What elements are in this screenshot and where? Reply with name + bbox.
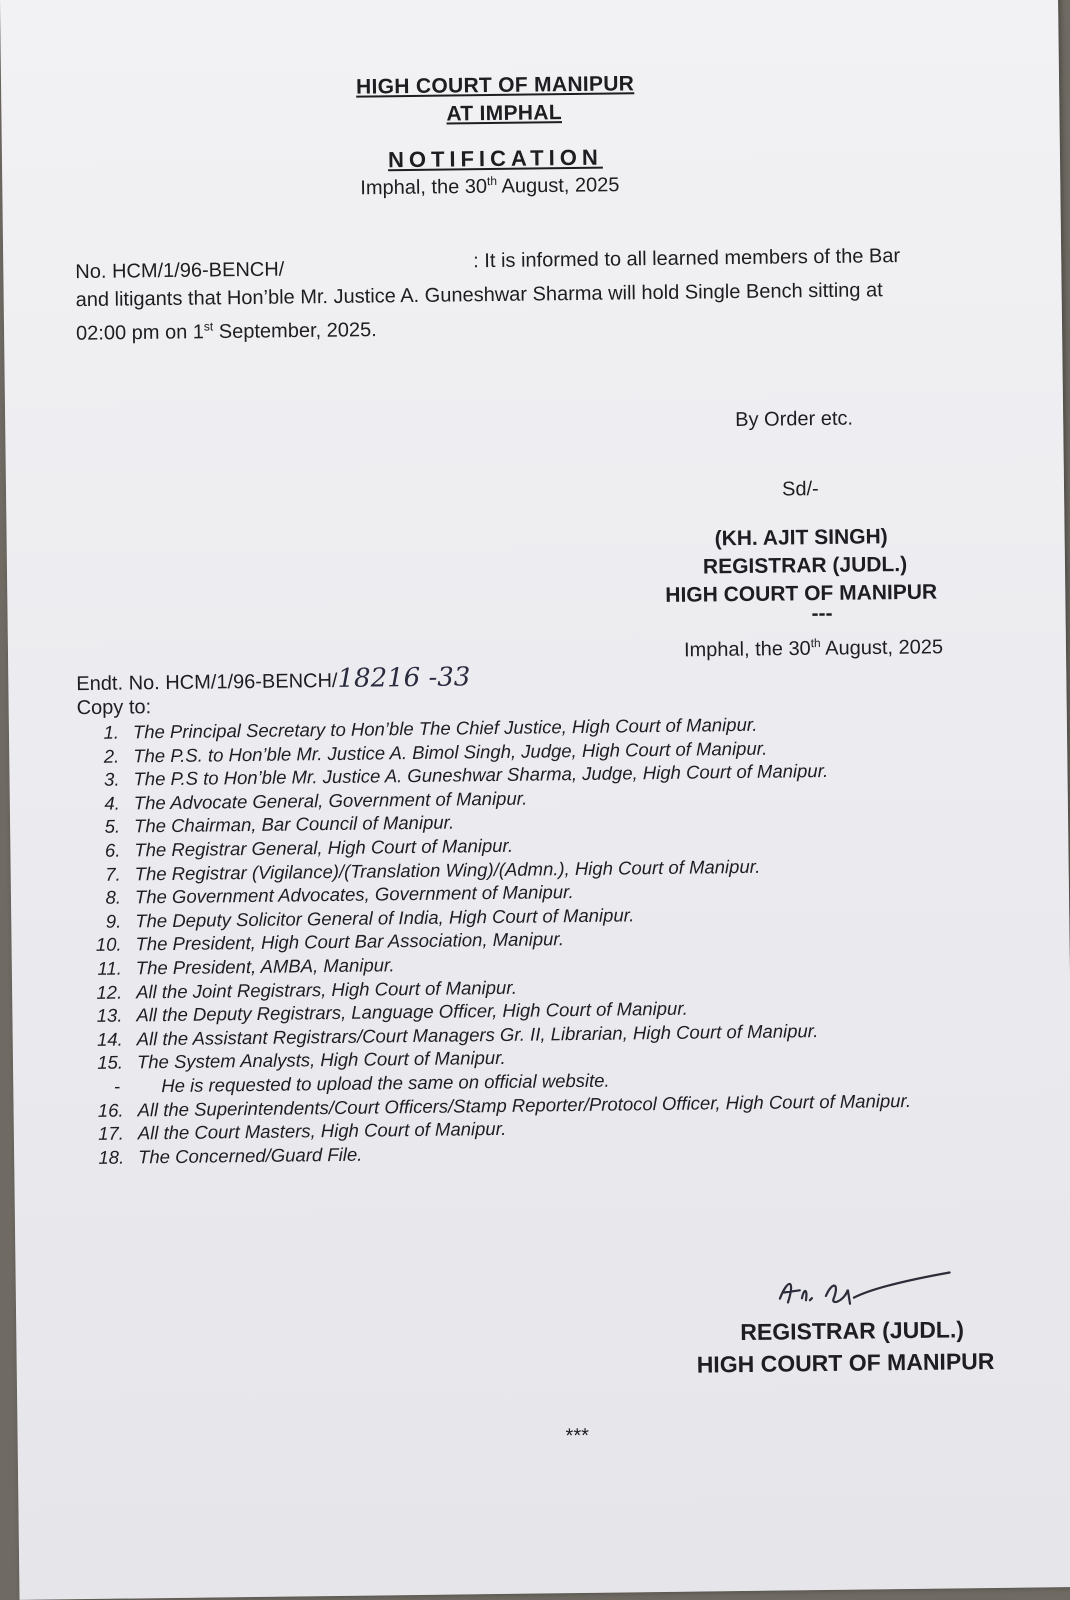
- footer-designation: REGISTRAR (JUDL.): [740, 1316, 965, 1346]
- copy-list-text: The Registrar General, High Court of Manipur.: [134, 834, 514, 861]
- notification-date: [360, 172, 619, 200]
- copy-list-text: The Deputy Solicitor General of India, High Court of Manipur.: [135, 904, 635, 932]
- copy-list-text: The President, High Court Bar Association, Manipur.: [135, 928, 565, 955]
- copy-list-number: 11.: [97, 957, 122, 979]
- copy-list-number: 5.: [104, 815, 121, 838]
- end-mark: ***: [565, 1424, 590, 1448]
- copy-list-number: 18.: [98, 1146, 125, 1168]
- copy-list-number: 13.: [96, 1004, 123, 1027]
- copy-list-text: The President, AMBA, Manipur.: [135, 954, 395, 979]
- by-order-text: By Order etc.: [735, 407, 854, 432]
- copy-list-text: The Chairman, Bar Council of Manipur.: [133, 811, 455, 837]
- copy-list-number: 7.: [105, 863, 121, 885]
- separator: ---: [811, 601, 833, 626]
- handwritten-signature-icon: [774, 1266, 955, 1318]
- date-text: Imphal, the 30: [360, 175, 488, 200]
- copy-list-number: 9.: [105, 910, 122, 932]
- notice-line-3-text: 02:00 pm on 1: [75, 321, 205, 345]
- copy-list-text: All the Deputy Registrars, Language Officer, High Court of Manipur.: [136, 997, 689, 1026]
- handwritten-number: 18216 -33: [337, 662, 471, 694]
- endorsement-date-rest: August, 2025: [820, 636, 944, 660]
- copy-list: [83, 711, 912, 1169]
- copy-list-text: All the Superintendents/Court Officers/Stamp Reporter/Protocol Officer, High Court of Manipur.: [137, 1089, 912, 1120]
- copy-list-number: 2.: [103, 745, 120, 767]
- copy-list-text: The System Analysts, High Court of Manipur.: [136, 1047, 506, 1073]
- notice-line-2: and litigants that Hon’ble Mr. Justice A. Guneshwar Sharma will hold Single Bench sitting at: [75, 279, 883, 312]
- notice-line-3-sup: st: [203, 319, 214, 334]
- endorsement-ref: [76, 662, 470, 697]
- copy-list-text: All the Joint Registrars, High Court of Manipur.: [135, 976, 518, 1002]
- endorsement-date: [684, 635, 943, 663]
- court-heading: HIGH COURT OF MANIPUR: [355, 72, 635, 99]
- notification-title: NOTIFICATION: [387, 144, 603, 173]
- notice-line-1: : It is informed to all learned members of the Bar: [473, 245, 901, 273]
- copy-list-number: 16.: [97, 1099, 124, 1121]
- copy-list-number: 8.: [105, 886, 122, 908]
- copy-list-text: The P.S to Hon’ble Mr. Justice A. Guneshwar Sharma, Judge, High Court of Manipur.: [133, 760, 829, 790]
- copy-list-number: 15.: [97, 1051, 124, 1074]
- notice-line-3-rest: September, 2025.: [213, 319, 377, 344]
- signatory-name: (KH. AJIT SINGH): [714, 525, 888, 551]
- copy-list-text: All the Court Masters, High Court of Manipur.: [137, 1117, 507, 1144]
- sd-mark: Sd/-: [781, 478, 819, 501]
- copy-list-text: The Principal Secretary to Hon’ble The Chief Justice, High Court of Manipur.: [132, 713, 758, 743]
- endorsement-date-text: Imphal, the 30: [683, 637, 811, 662]
- copy-list-number: 12.: [96, 981, 123, 1003]
- endorsement-date-sup: th: [810, 636, 821, 651]
- copy-list-text: The Registrar (Vigilance)/(Translation Wing)/(Admn.), High Court of Manipur.: [134, 855, 761, 884]
- date-text-rest: August, 2025: [496, 174, 620, 198]
- copy-list-number: 1.: [103, 721, 120, 743]
- copy-list-number: 17.: [98, 1122, 124, 1144]
- signatory-designation: REGISTRAR (JUDL.): [702, 552, 908, 579]
- copy-list-text: He is requested to upload the same on official website.: [161, 1069, 610, 1097]
- copy-list-number: 3.: [103, 768, 120, 790]
- copy-list-number: -: [114, 1075, 121, 1097]
- copy-list-text: The Government Advocates, Government of Manipur.: [134, 881, 574, 908]
- copy-list-text: All the Assistant Registrars/Court Managers Gr. II, Librarian, High Court of Manipur.: [136, 1019, 819, 1050]
- notice-ref-number: No. HCM/1/96-BENCH/: [75, 258, 285, 284]
- signatory-court: HIGH COURT OF MANIPUR: [665, 580, 938, 607]
- endorsement-ref-text: Endt. No. HCM/1/96-BENCH/: [76, 669, 338, 696]
- date-sup: th: [486, 173, 498, 189]
- copy-list-number: 10.: [95, 933, 122, 956]
- copy-list-text: The Concerned/Guard File.: [138, 1143, 363, 1168]
- notice-line-3: [76, 317, 377, 345]
- copy-list-text: The P.S. to Hon’ble Mr. Justice A. Bimol Singh, Judge, High Court of Manipur.: [133, 737, 768, 767]
- copy-list-number: 4.: [104, 792, 120, 814]
- court-place: AT IMPHAL: [446, 101, 563, 126]
- copy-to-label: Copy to:: [76, 696, 152, 720]
- copy-list-number: 6.: [104, 839, 121, 861]
- copy-list-number: 14.: [96, 1028, 123, 1050]
- footer-court: HIGH COURT OF MANIPUR: [696, 1347, 995, 1378]
- copy-list-text: The Advocate General, Government of Manipur.: [133, 787, 528, 814]
